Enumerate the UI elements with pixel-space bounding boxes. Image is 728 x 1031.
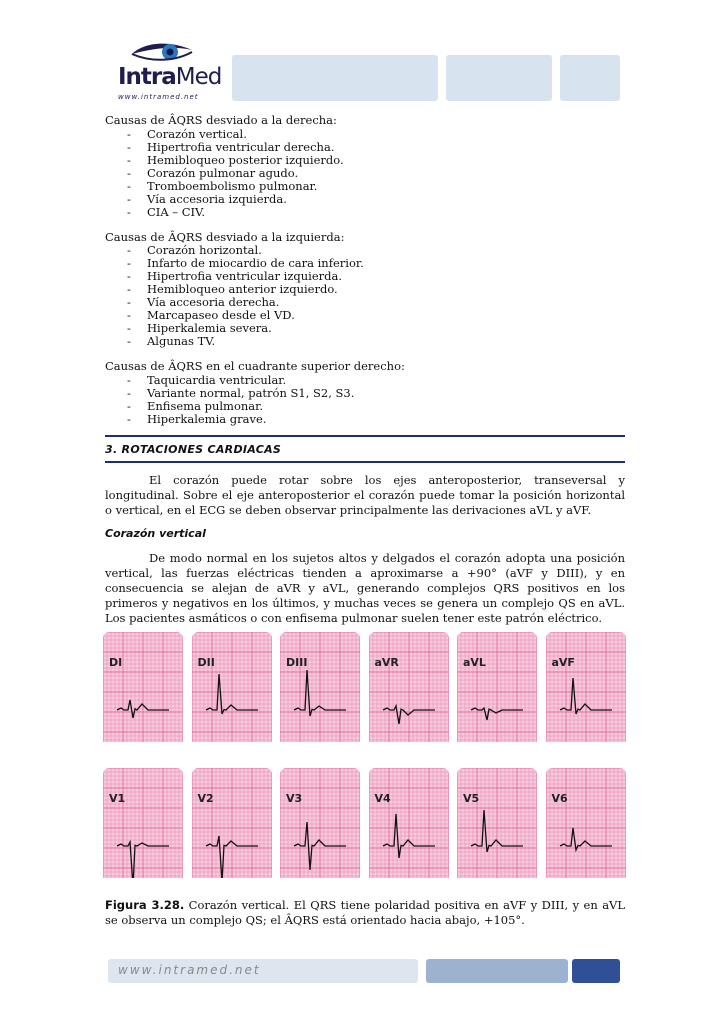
- causes-right-heading: Causas de ÂQRS desviado a la derecha:: [105, 113, 337, 127]
- caption-label: Figura 3.28.: [105, 898, 185, 912]
- section-intro: El corazón puede rotar sobre los ejes anteroposterior, transeversal y longitudinal. Sobre el eje anteroposterior el corazón puede tomar la posición horizontal o vertical, en el ECG se deben observar principalmente las derivaciones aVL y aVF.: [105, 472, 625, 517]
- page-header: [0, 0, 728, 112]
- ecg-panel-dii: [192, 632, 272, 742]
- header-bar-1: [232, 55, 438, 101]
- list-item: - Vía accesoria izquierda.: [127, 191, 287, 206]
- list-item: - Hiperkalemia severa.: [127, 321, 272, 335]
- list-item: - Hemibloqueo anterior izquierdo.: [127, 282, 338, 296]
- ecg-panel-diii: [280, 632, 360, 742]
- ecg-lead-label: DII: [197, 656, 215, 669]
- ecg-panel-v3: [280, 768, 360, 878]
- ecg-lead-label: DI: [109, 656, 123, 669]
- logo-intra: Intra: [118, 64, 176, 90]
- causes-upper-right-heading: Causas de ÂQRS en el cuadrante superior derecho:: [105, 359, 405, 373]
- ecg-lead-label: V6: [551, 792, 568, 805]
- list-item: - Variante normal, patrón S1, S2, S3.: [127, 385, 355, 400]
- list-item: - Corazón horizontal.: [127, 243, 262, 257]
- causes-upper-right-list: [105, 374, 625, 426]
- list-item: - Infarto de miocardio de cara inferior.: [127, 256, 364, 270]
- page-content: [105, 114, 625, 626]
- list-item: - Marcapaseo desde el VD.: [127, 308, 295, 322]
- header-bar-3: [560, 55, 620, 101]
- ecg-lead-label: V1: [109, 792, 126, 805]
- ecg-panel-v1: [103, 768, 183, 878]
- causes-left-heading: Causas de ÂQRS desviado a la izquierda:: [105, 229, 345, 244]
- list-item: - Tromboembolismo pulmonar.: [127, 178, 318, 193]
- ecg-lead-label: V2: [197, 792, 214, 805]
- ecg-lead-label: V3: [286, 792, 303, 805]
- ecg-panel-avl: [457, 632, 537, 742]
- subsection-title: Corazón vertical: [105, 526, 206, 540]
- header-bar-2: [446, 55, 552, 101]
- ecg-panel-v5: [457, 768, 537, 878]
- list-item: - Hiperkalemia grave.: [127, 411, 267, 426]
- ecg-panel-avf: [546, 632, 626, 742]
- list-item: - Hipertrofia ventricular izquierda.: [127, 269, 342, 283]
- footer-url[interactable]: www.intramed.net: [118, 963, 261, 977]
- ecg-lead-label: V4: [374, 792, 391, 805]
- list-item: - Algunas TV.: [127, 334, 216, 348]
- ecg-panel-v4: [369, 768, 449, 878]
- logo-med: Med: [175, 64, 222, 90]
- caption-text: Corazón vertical. El QRS tiene polaridad positiva en aVF y DIII, y en aVL se observa un complejo QS; el ÂQRS está orientado hacia abajo, +105°.: [105, 898, 625, 927]
- list-item: - Corazón vertical.: [127, 126, 247, 141]
- causes-right-list: [105, 128, 625, 219]
- ecg-panel-avr: [369, 632, 449, 742]
- footer-bar-2: [426, 959, 568, 983]
- logo-url: www.intramed.net: [118, 93, 199, 101]
- causes-left-list: [105, 244, 625, 348]
- ecg-panel-v2: [192, 768, 272, 878]
- ecg-figure: [103, 632, 627, 884]
- eye-icon: [130, 40, 194, 66]
- subsection-body: De modo normal en los sujetos altos y delgados el corazón adopta una posición vertical, las fuerzas eléctricas tienden a aproximarse a +90° (aVF y DIII), y en consecuencia se alejan de aVR y aVL, generando complejos QRS positivos en los primeros y negativos en los últimos, y muchas veces se genera un complejo QS en aVL. Los pacientes asmáticos o con enfisema pulmonar suelen tener este patrón eléctrico.: [105, 550, 625, 625]
- list-item: - Vía accesoria derecha.: [127, 295, 280, 309]
- logo-wordmark: [118, 64, 221, 90]
- figure-caption: [105, 898, 625, 928]
- intramed-logo[interactable]: [116, 40, 226, 106]
- footer-bar-3: [572, 959, 620, 983]
- list-item: - Corazón pulmonar agudo.: [127, 165, 299, 180]
- ecg-lead-label: aVR: [374, 656, 399, 669]
- ecg-panel-di: [103, 632, 183, 742]
- list-item: - CIA – CIV.: [127, 204, 205, 219]
- section-title: 3. ROTACIONES CARDIACAS: [105, 442, 282, 456]
- ecg-lead-label: DIII: [286, 656, 308, 669]
- ecg-lead-label: aVL: [463, 656, 486, 669]
- ecg-panel-v6: [546, 768, 626, 878]
- ecg-lead-label: aVF: [551, 656, 575, 669]
- list-item: - Hemibloqueo posterior izquierdo.: [127, 152, 344, 167]
- list-item: - Hipertrofia ventricular derecha.: [127, 139, 335, 154]
- list-item: - Enfisema pulmonar.: [127, 398, 264, 413]
- ecg-lead-label: V5: [463, 792, 480, 805]
- list-item: - Taquicardia ventricular.: [127, 372, 287, 387]
